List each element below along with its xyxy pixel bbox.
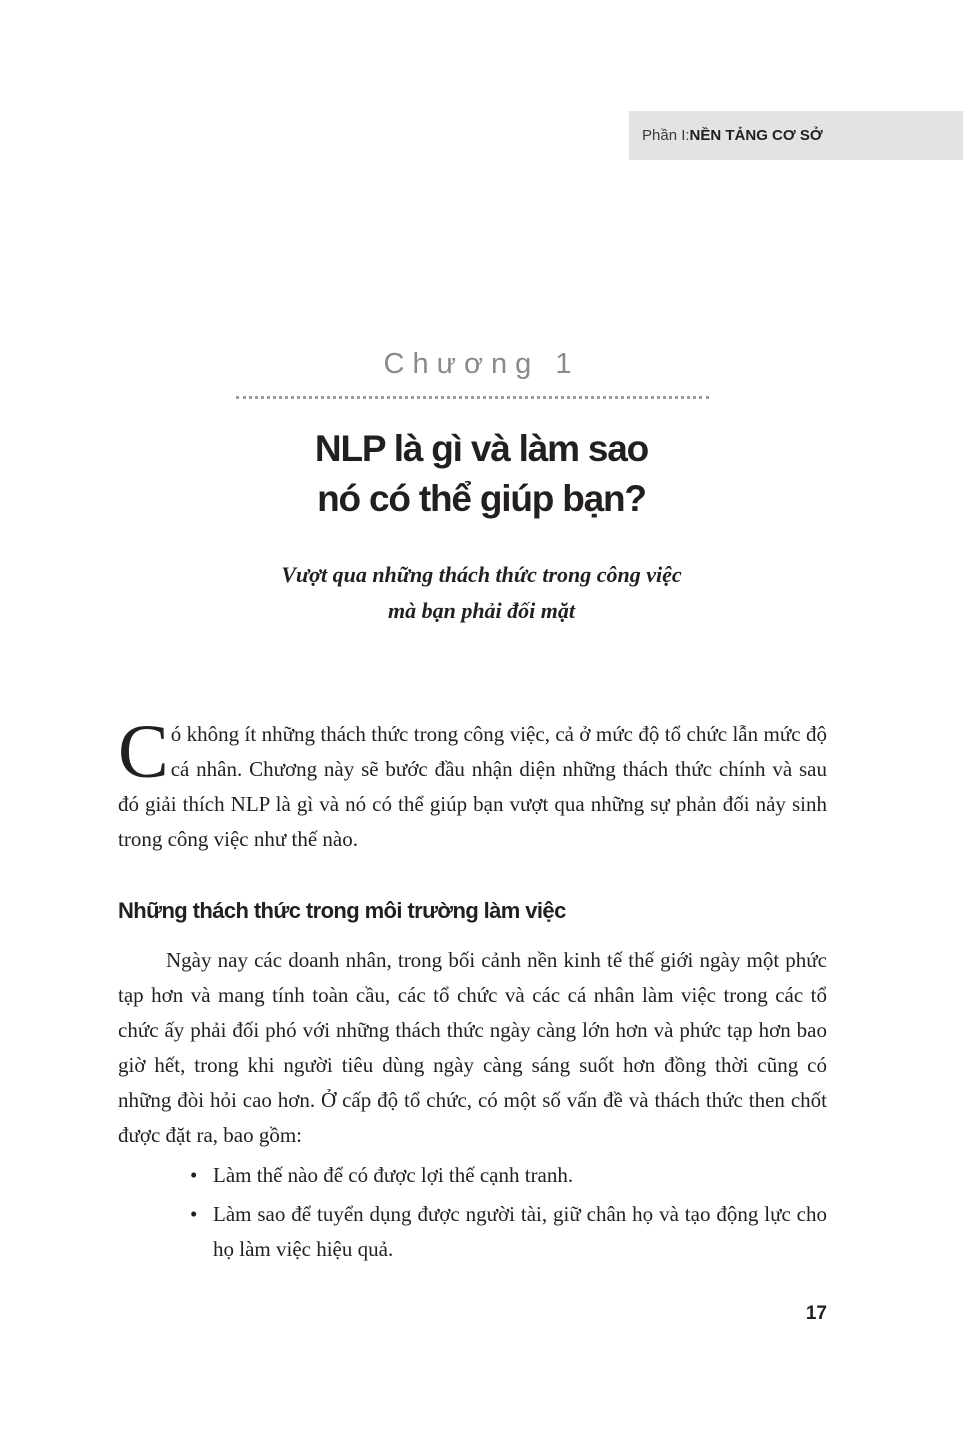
intro-paragraph xyxy=(118,710,827,857)
part-title: NỀN TẢNG CƠ SỞ xyxy=(689,127,823,144)
part-label: Phần I: xyxy=(642,127,690,144)
chapter-subtitle-line-2: mà bạn phải đối mặt xyxy=(387,598,576,623)
page-number: 17 xyxy=(805,1303,827,1324)
list-item-text: Làm sao để tuyển dụng được người tài, giữ chân họ và tạo động lực cho họ làm việc hiệu quả. xyxy=(213,1202,827,1261)
bullet-icon: • xyxy=(190,1202,198,1226)
chapter-title-line-2: nó có thể giúp bạn? xyxy=(317,478,646,519)
list-item-text: Làm thế nào để có được lợi thế cạnh tranh. xyxy=(213,1163,574,1187)
list-item xyxy=(190,1158,827,1193)
chapter-label: Chương 1 xyxy=(383,348,580,380)
drop-cap: C xyxy=(118,710,169,794)
bullet-icon: • xyxy=(190,1163,198,1187)
list-item xyxy=(190,1197,827,1267)
running-header xyxy=(629,111,963,160)
chapter-divider xyxy=(236,396,709,399)
chapter-title xyxy=(0,424,963,524)
chapter-title-line-1: NLP là gì và làm sao xyxy=(314,428,649,469)
chapter-subtitle-line-1: Vượt qua những thách thức trong công việc xyxy=(281,562,682,587)
section-heading: Những thách thức trong môi trường làm việc xyxy=(118,898,566,923)
bullet-list xyxy=(190,1158,827,1271)
section-paragraph: Ngày nay các doanh nhân, trong bối cảnh nền kinh tế thế giới ngày một phức tạp hơn và mang tính toàn cầu, các tổ chức và các cá nhân làm việc trong các tổ chức ấy phải đối phó với những thách thức ngày càng lớn hơn và phức tạp hơn bao giờ hết, trong khi người tiêu dùng ngày càng sáng suốt hơn đồng thời cũng có những đòi hỏi cao hơn. Ở cấp độ tổ chức, có một số vấn đề và thách thức then chốt được đặt ra, bao gồm: xyxy=(118,948,827,1147)
chapter-subtitle xyxy=(0,557,963,629)
intro-text: ó không ít những thách thức trong công việc, cả ở mức độ tổ chức lẫn mức độ cá nhân. Chương này sẽ bước đầu nhận diện những thách thức chính và sau đó giải thích NLP là gì và nó có thể giúp bạn vượt qua những sự phản đối nảy sinh trong công việc như thế nào. xyxy=(118,722,827,851)
